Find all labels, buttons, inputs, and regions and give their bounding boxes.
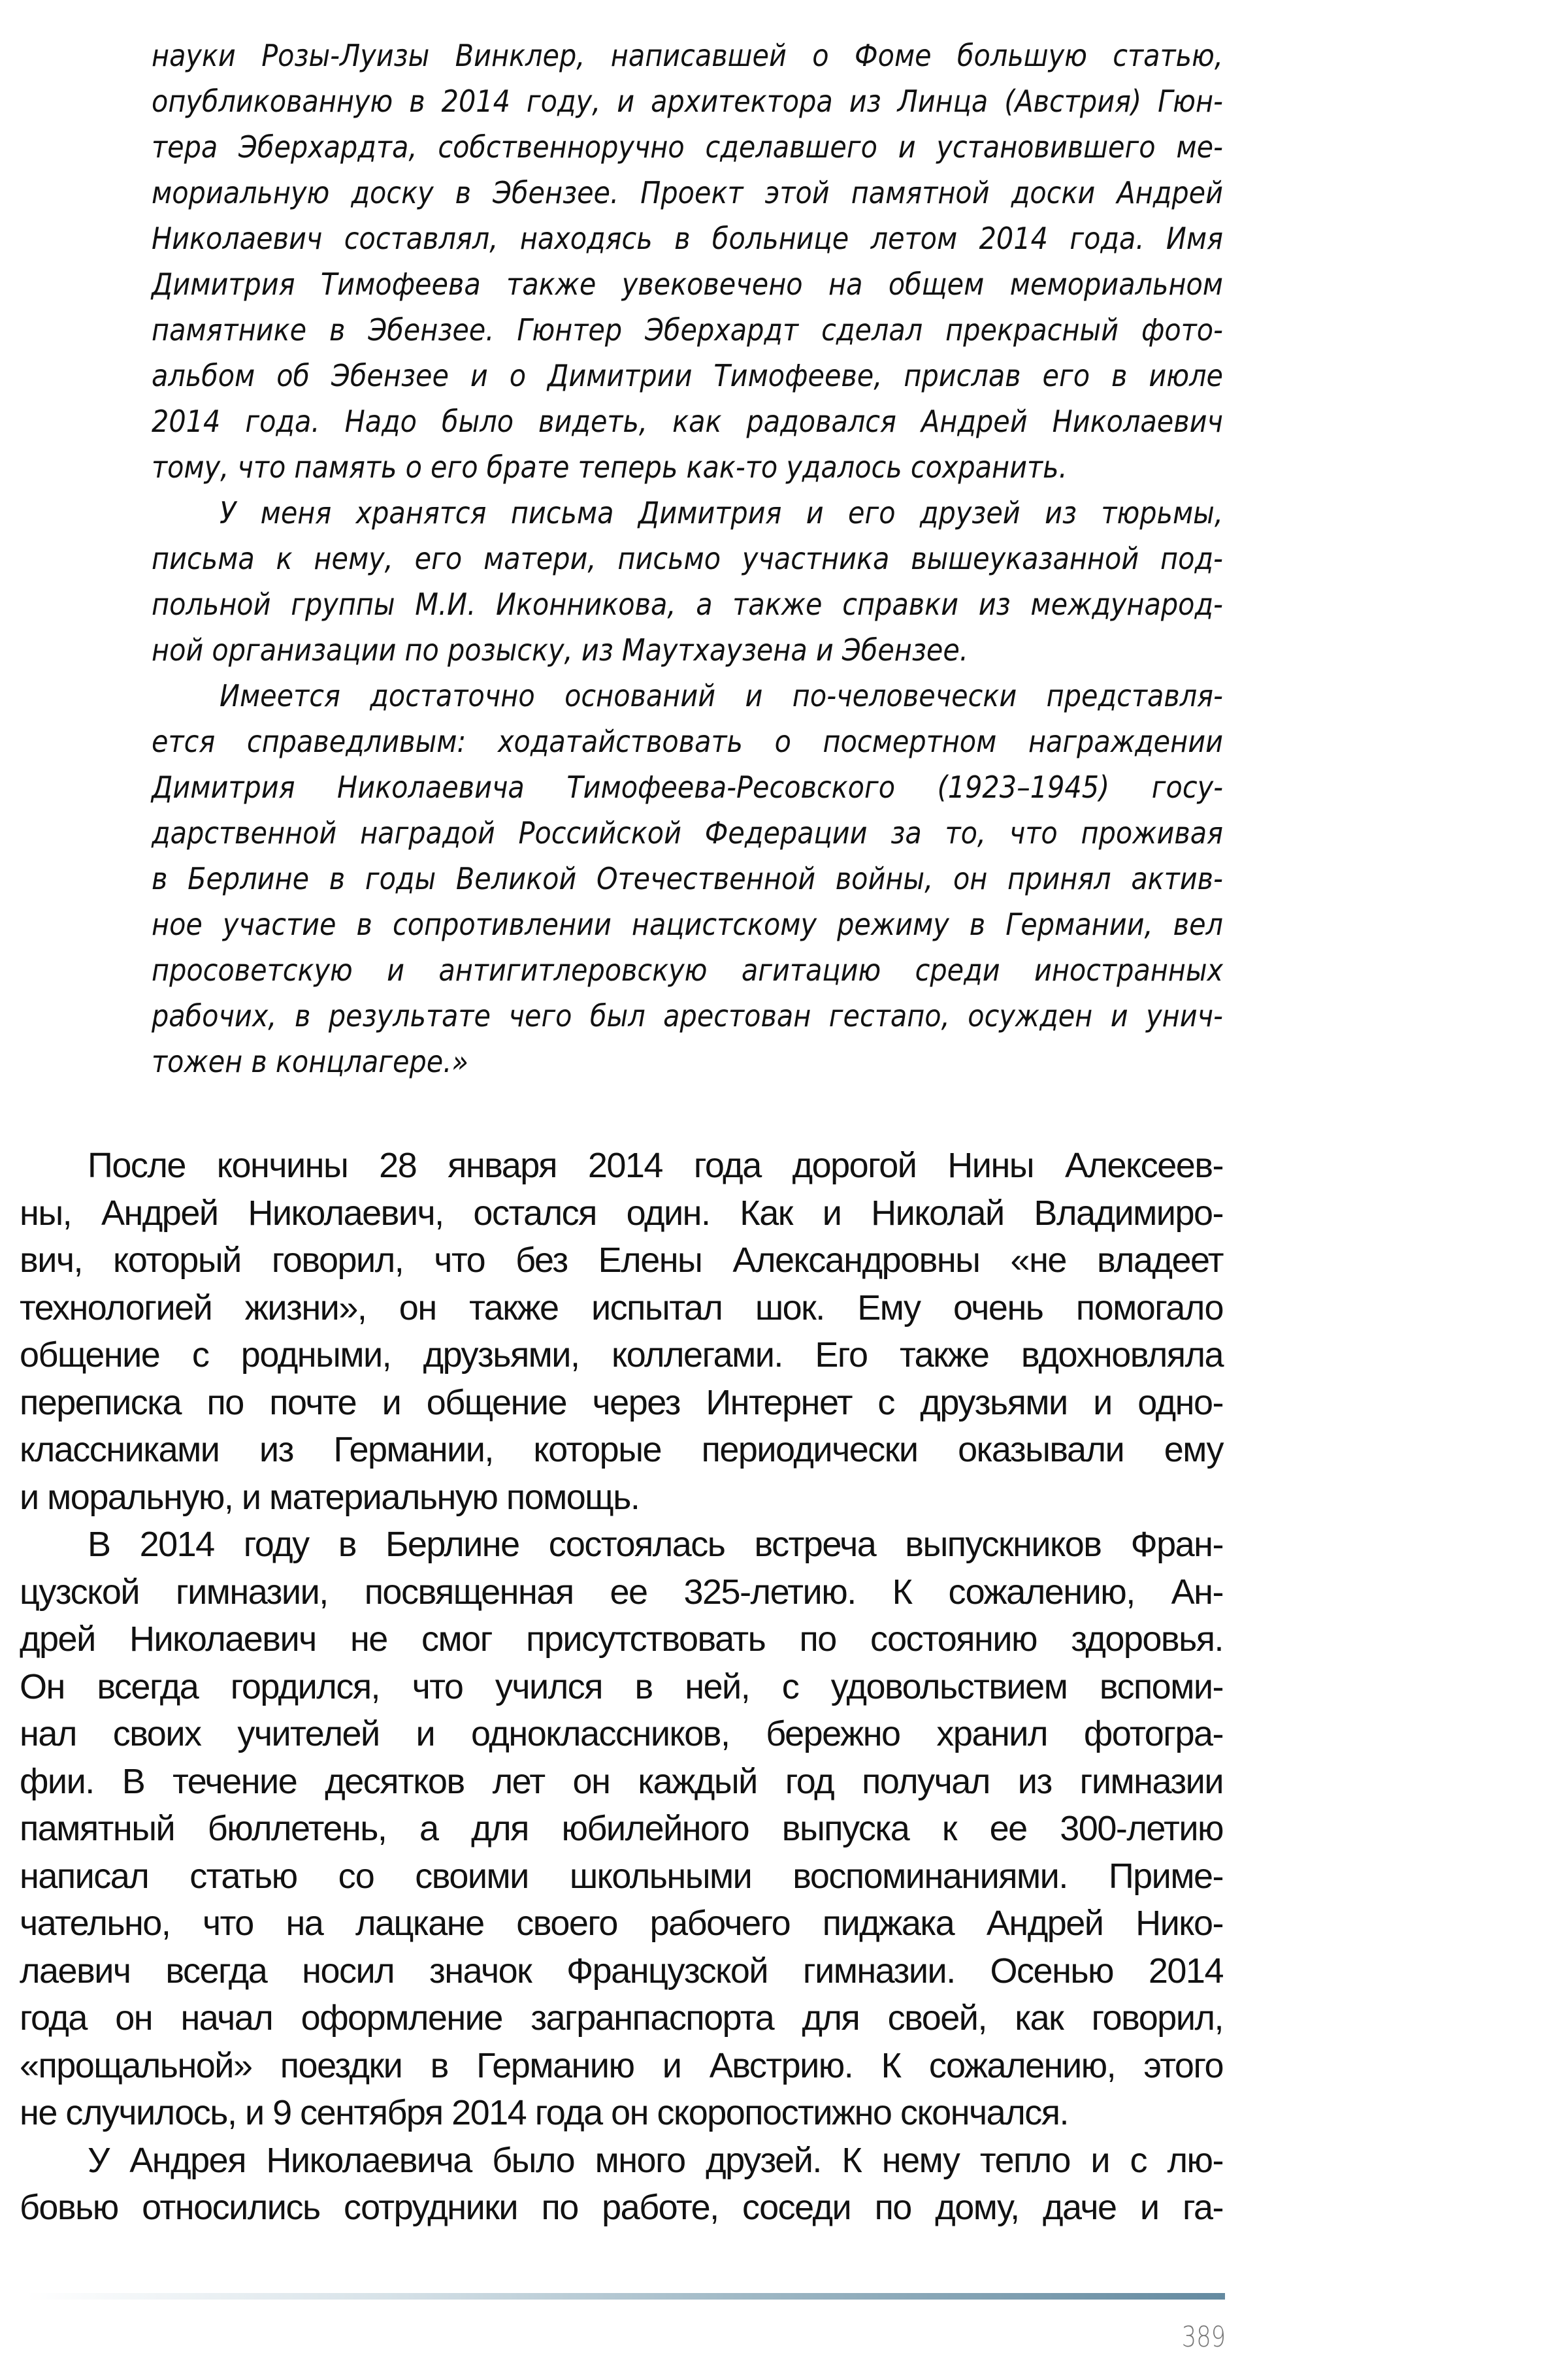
quote-line: ное участие в сопротивлении нацистскому режиму в Германии, вел [152,907,1223,942]
paragraph-start: У Андрея Николаевича было много друзей. К нему тепло и с лю- [88,2140,1223,2180]
quote-paragraph-start: У меня хранятся письма Димитрия и его друзей из тюрьмы, [220,495,1223,530]
quote-line: альбом об Эбензее и о Димитрии Тимофееве, прислав его в июле [152,358,1223,393]
footer-rule [26,2293,1225,2300]
text-line: не случилось, и 9 сентября 2014 года он скоропостижно скончался. [20,2093,1068,2132]
text-line: классниками из Германии, которые периодически оказывали ему [20,1430,1223,1469]
text-line: технологией жизни», он также испытал шок. Ему очень помогало [20,1288,1223,1327]
text-line: переписка по почте и общение через Интернет с друзьями и одно- [20,1382,1223,1422]
quote-line: опубликованную в 2014 году, и архитектора из Линца (Австрия) Гюн- [152,84,1223,119]
quote-line: Димитрия Николаевича Тимофеева-Ресовского (1923–1945) госу- [152,770,1223,805]
text-line: цузской гимназии, посвященная ее 325-летию. К сожалению, Ан- [20,1572,1223,1612]
text-line: вич, который говорил, что без Елены Александровны «не владеет [20,1241,1223,1280]
quote-line: 2014 года. Надо было видеть, как радовался Андрей Николаевич [152,404,1223,439]
text-line: фии. В течение десятков лет он каждый год получал из гимназии [20,1761,1223,1801]
text-line: общение с родными, друзьями, коллегами. Его также вдохновляла [20,1335,1223,1375]
quote-line: науки Розы-Луизы Винклер, написавшей о Фоме большую статью, [152,38,1223,73]
quote-line: памятнике в Эбензее. Гюнтер Эберхардт сделал прекрасный фото- [152,312,1223,348]
text-line: написал статью со своими школьными воспоминаниями. Приме- [20,1856,1223,1896]
quote-line: тожен в концлагере.» [152,1044,468,1079]
text-line: нал своих учителей и одноклассников, бережно хранил фотогра- [20,1714,1223,1753]
text-line: Он всегда гордился, что учился в ней, с удовольствием вспоми- [20,1667,1223,1706]
quoted-letter-block [152,33,1223,1084]
text-line: дрей Николаевич не смог присутствовать по состоянию здоровья. [20,1619,1223,1659]
text-line: ны, Андрей Николаевич, остался один. Как и Николай Владимиро- [20,1193,1223,1233]
text-line: лаевич всегда носил значок Французской гимназии. Осенью 2014 [20,1951,1223,1991]
paragraph-start: В 2014 году в Берлине состоялась встреча выпускников Фран- [88,1525,1223,1564]
text-line: чательно, что на лацкане своего рабочего пиджака Андрей Нико- [20,1904,1223,1943]
quote-line: просоветскую и антигитлеровскую агитацию среди иностранных [152,952,1223,988]
quote-line: тому, что память о его брате теперь как-то удалось сохранить. [152,449,1068,485]
quote-line: письма к нему, его матери, письмо участника вышеуказанной под- [152,541,1223,576]
text-line: памятный бюллетень, а для юбилейного выпуска к ее 300-летию [20,1809,1223,1848]
text-line: бовью относились сотрудники по работе, соседи по дому, даче и га- [20,2188,1223,2227]
quote-line: Димитрия Тимофеева также увековечено на общем мемориальном [152,267,1223,302]
quote-line: Николаевич составлял, находясь в больнице летом 2014 года. Имя [152,221,1223,256]
quote-line: тера Эберхардта, собственноручно сделавшего и установившего ме- [152,129,1223,165]
quote-paragraph-start: Имеется достаточно оснований и по-человечески представля- [220,678,1223,713]
quote-line: дарственной наградой Российской Федерации за то, что проживая [152,815,1223,851]
quote-line: ной организации по розыску, из Маутхаузена и Эбензее. [152,632,968,668]
text-line: года он начал оформление загранпаспорта для своей, как говорил, [20,1998,1223,2038]
quote-line: ется справедливым: ходатайствовать о посмертном награждении [152,724,1223,759]
text-line: «прощальной» поездки в Германию и Австрию. К сожалению, этого [20,2045,1223,2085]
main-text [20,1142,1223,2232]
quote-line: польной группы М.И. Иконникова, а также справки из международ- [152,587,1223,622]
paragraph-start: После кончины 28 января 2014 года дорогой Нины Алексеев- [88,1146,1223,1185]
quote-line: рабочих, в результате чего был арестован гестапо, осужден и унич- [152,998,1223,1033]
quote-line: мориальную доску в Эбензее. Проект этой памятной доски Андрей [152,175,1223,210]
quote-line: в Берлине в годы Великой Отечественной войны, он принял актив- [152,861,1223,896]
text-line: и моральную, и материальную помощь. [20,1477,640,1517]
page-number: 389 [1181,2320,1226,2354]
